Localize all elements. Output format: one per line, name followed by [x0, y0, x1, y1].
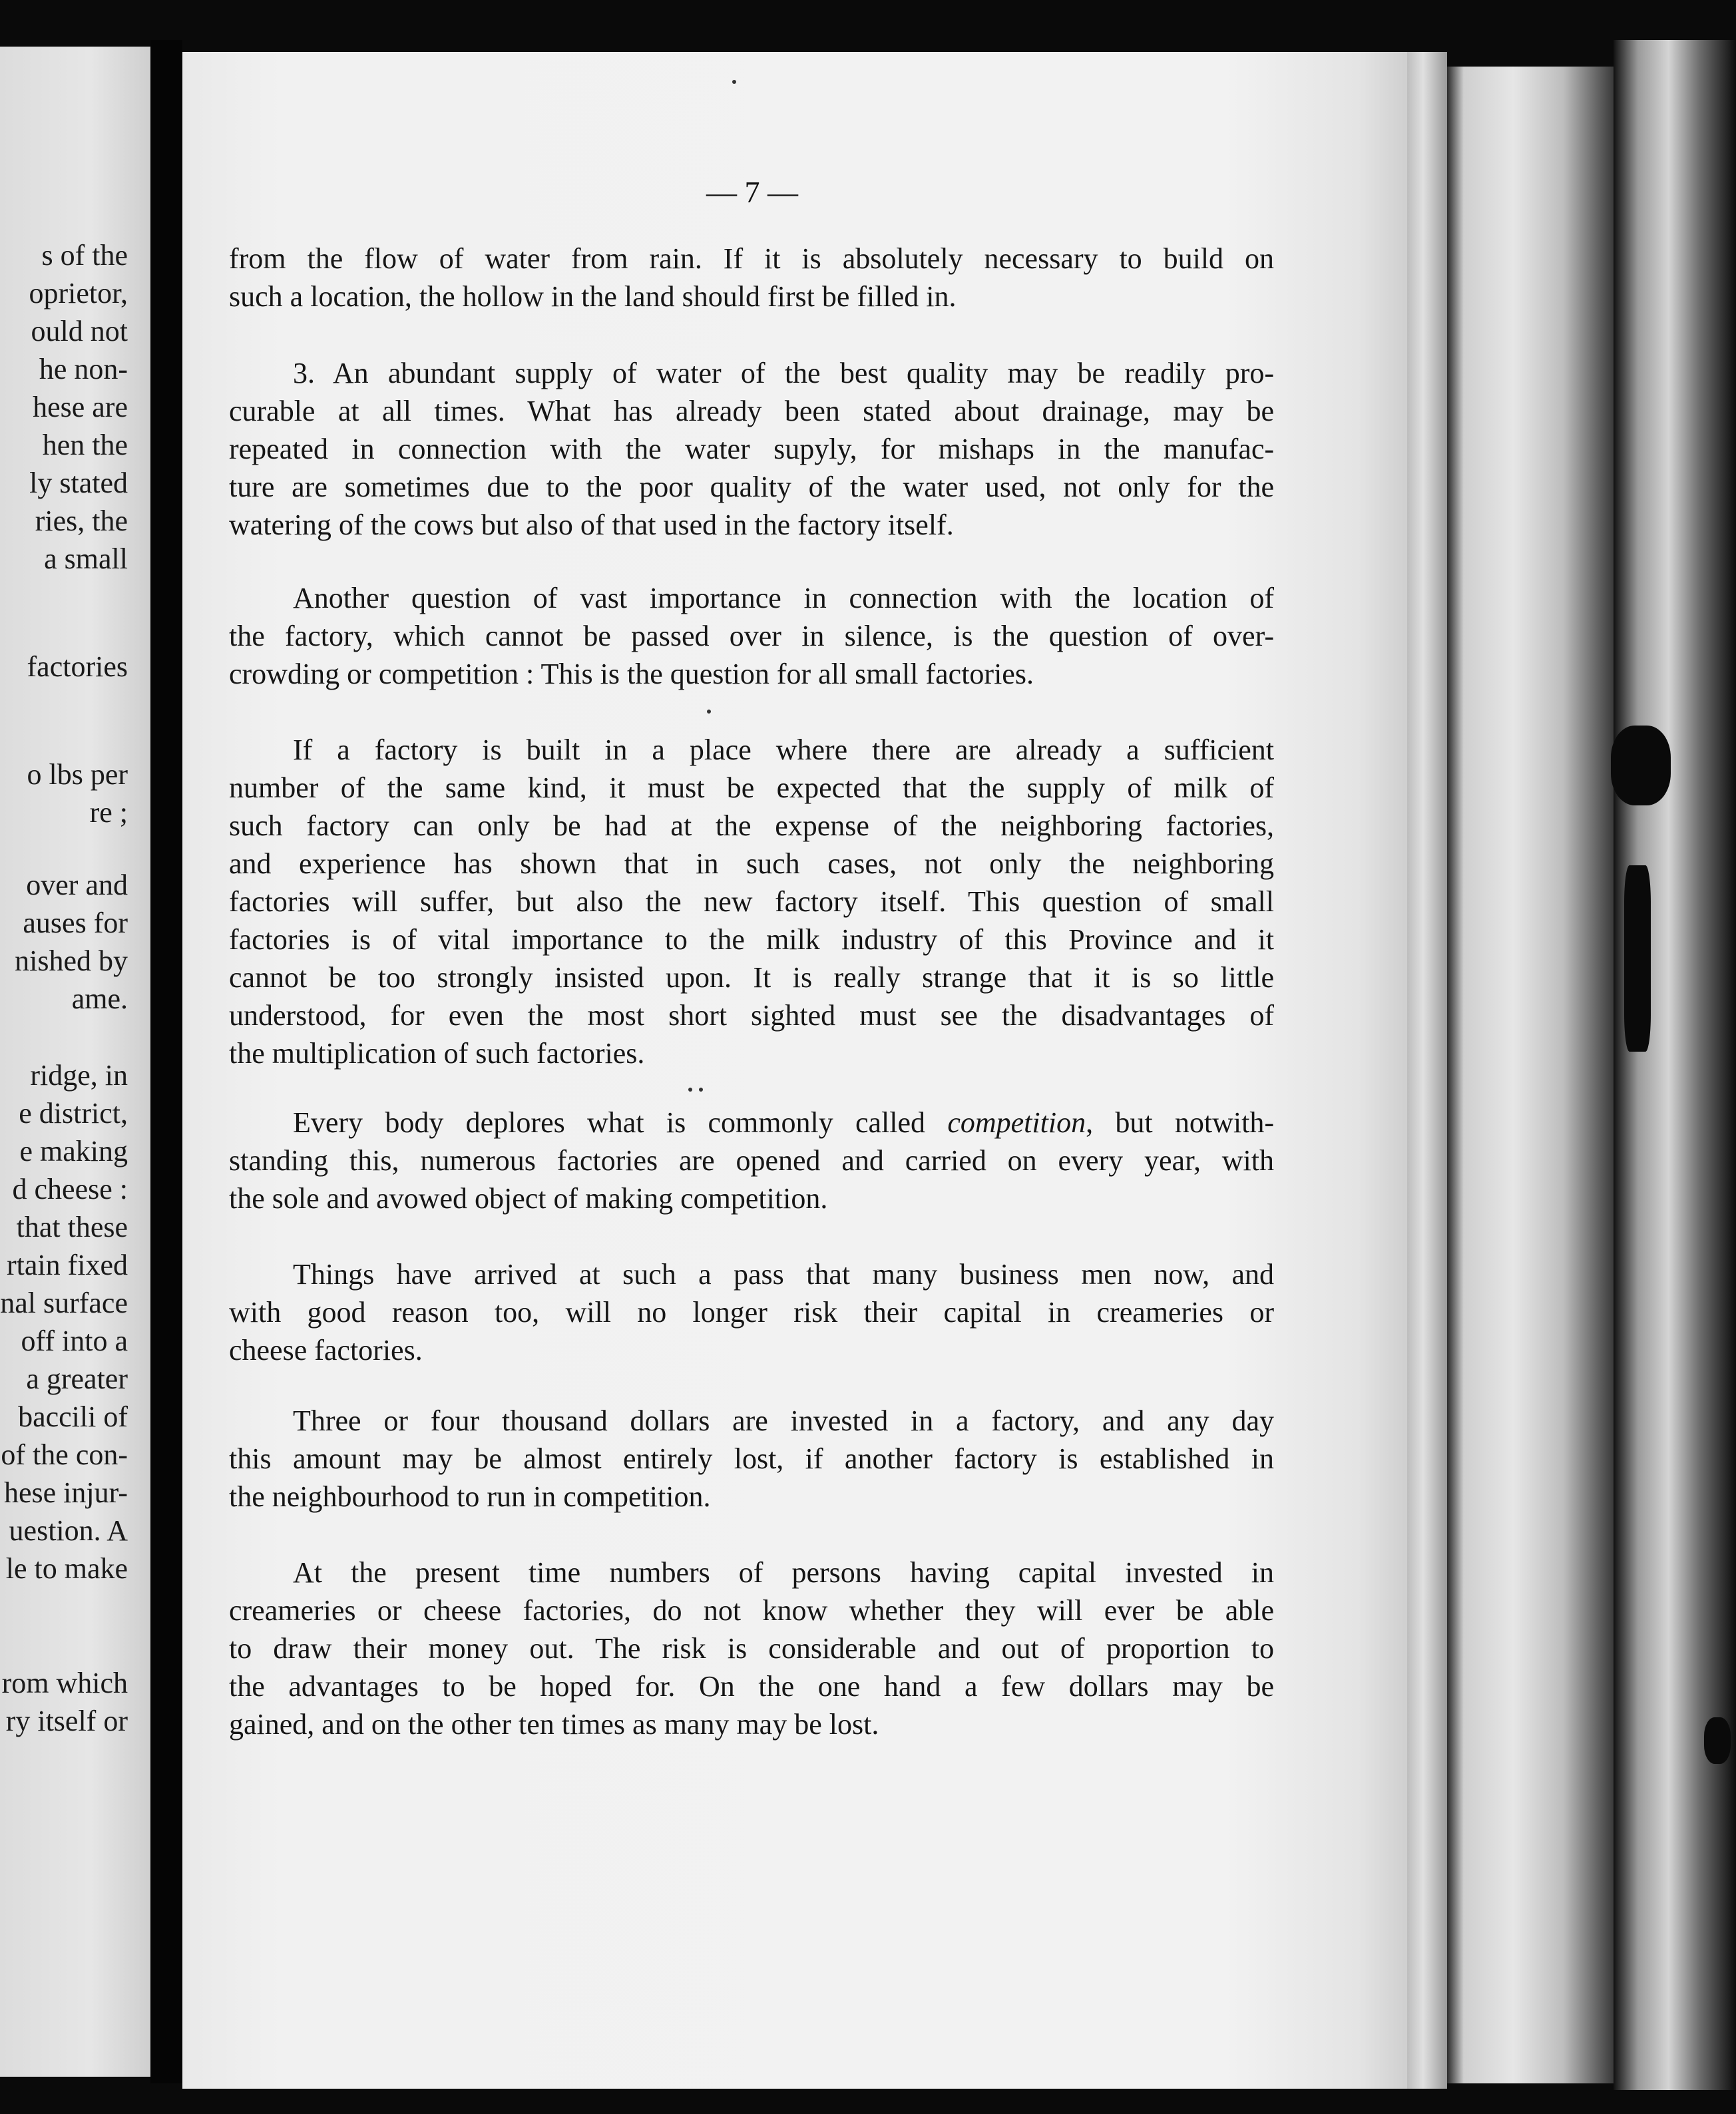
- scan-speck: [688, 1088, 692, 1092]
- text-line: Three or four thousand dollars are invested in a factory, and any day: [293, 1404, 1274, 1437]
- previous-page-line: rom which: [1, 1667, 128, 1699]
- paragraph: [229, 240, 1274, 316]
- previous-page-line: le to make: [5, 1552, 128, 1585]
- page-stack-edge: [1447, 67, 1614, 2083]
- previous-page-line: auses for: [23, 907, 128, 939]
- text-line: from the flow of water from rain. If it is absolutely necessary to build on: [229, 242, 1274, 275]
- page-number: — 7 —: [706, 175, 798, 209]
- text-line: number of the same kind, it must be expected that the supply of milk of: [229, 771, 1274, 804]
- text-line: watering of the cows but also of that used in the factory itself.: [229, 509, 954, 541]
- text-line: If a factory is built in a place where there are already a sufficient: [293, 734, 1274, 766]
- text-fragment: , but notwith-: [1086, 1106, 1275, 1139]
- previous-page-line: hese are: [33, 391, 128, 423]
- text-line: understood, for even the most short sighted must see the disadvantages of: [229, 999, 1274, 1032]
- text-line: crowding or competition : This is the question for all small factories.: [229, 658, 1034, 690]
- text-line: ture are sometimes due to the poor quality of the water used, not only for the: [229, 471, 1274, 503]
- previous-page-line: ould not: [31, 315, 128, 347]
- previous-page-line: oprietor,: [29, 277, 128, 310]
- paragraph: [229, 731, 1274, 1072]
- text-line: the advantages to be hoped for. On the one hand a few dollars may be: [229, 1670, 1274, 1703]
- previous-page-line: ridge, in: [30, 1059, 128, 1092]
- previous-page-line: of the con-: [1, 1438, 128, 1471]
- text-line: and experience has shown that in such cases, not only the neighboring: [229, 847, 1274, 880]
- previous-page-fragment: [0, 47, 150, 2077]
- paragraph: [229, 1104, 1274, 1217]
- book-gutter: [150, 40, 182, 2083]
- previous-page-line: ame.: [71, 982, 128, 1015]
- text-line: gained, and on the other ten times as many may be lost.: [229, 1708, 879, 1741]
- text-line: 3. An abundant supply of water of the best quality may be readily pro-: [293, 357, 1274, 389]
- italic-term: competition: [947, 1106, 1086, 1139]
- paragraph: [229, 1554, 1274, 1743]
- text-line: standing this, numerous factories are opened and carried on every year, with: [229, 1144, 1274, 1177]
- previous-page-line: s of the: [41, 239, 128, 272]
- previous-page-line: over and: [26, 869, 128, 901]
- page-edge: [1407, 52, 1447, 2089]
- text-line: such factory can only be had at the expense of the neighboring factories,: [229, 809, 1274, 842]
- previous-page-line: ry itself or: [5, 1705, 128, 1737]
- binding-damage: [1624, 865, 1651, 1052]
- previous-page-line: factories: [27, 650, 128, 683]
- previous-page-line: a small: [44, 542, 128, 575]
- text-line: this amount may be almost entirely lost, if another factory is established in: [229, 1442, 1274, 1475]
- previous-page-line: e district,: [19, 1097, 128, 1130]
- book-cover-edge: [1614, 40, 1736, 2090]
- scan-speck: [699, 1088, 703, 1092]
- text-line: with good reason too, will no longer risk their capital in creameries or: [229, 1296, 1274, 1329]
- text-line: Things have arrived at such a pass that many business men now, and: [293, 1258, 1274, 1291]
- previous-page-line: ly stated: [29, 467, 128, 499]
- scan-speck: [732, 80, 736, 84]
- previous-page-line: hese injur-: [3, 1476, 128, 1509]
- previous-page-line: nal surface: [0, 1287, 128, 1319]
- paragraph: [229, 354, 1274, 544]
- text-line: the factory, which cannot be passed over in silence, is the question of over-: [229, 620, 1274, 652]
- paragraph: [229, 1255, 1274, 1369]
- text-fragment: Every body deplores what is commonly called: [293, 1106, 948, 1139]
- text-line: such a location, the hollow in the land should first be filled in.: [229, 280, 957, 313]
- paragraph: [229, 579, 1274, 693]
- previous-page-line: a greater: [26, 1363, 128, 1395]
- text-line: the sole and avowed object of making competition.: [229, 1182, 828, 1215]
- scan-speck: [707, 710, 711, 714]
- previous-page-line: off into a: [21, 1325, 128, 1357]
- previous-page-line: he non-: [39, 353, 128, 385]
- previous-page-line: that these: [16, 1211, 128, 1243]
- binding-damage: [1704, 1717, 1731, 1764]
- previous-page-line: rtain fixed: [6, 1249, 128, 1281]
- text-line: creameries or cheese factories, do not know whether they will ever be able: [229, 1594, 1274, 1627]
- text-line: cannot be too strongly insisted upon. It is really strange that it is so little: [229, 961, 1274, 994]
- text-line: [229, 1104, 1274, 1142]
- paragraph: [229, 1402, 1274, 1516]
- text-line: the multiplication of such factories.: [229, 1037, 645, 1070]
- previous-page-line: o lbs per: [27, 758, 128, 791]
- text-line: the neighbourhood to run in competition.: [229, 1480, 711, 1513]
- previous-page-line: uestion. A: [9, 1514, 128, 1547]
- text-line: At the present time numbers of persons having capital invested in: [293, 1556, 1274, 1589]
- previous-page-line: e making: [19, 1135, 128, 1167]
- previous-page-line: d cheese :: [12, 1173, 128, 1205]
- previous-page-line: re ;: [89, 796, 128, 829]
- text-line: factories will suffer, but also the new factory itself. This question of small: [229, 885, 1274, 918]
- text-line: Another question of vast importance in connection with the location of: [293, 582, 1274, 614]
- text-line: cheese factories.: [229, 1334, 423, 1367]
- previous-page-line: baccili of: [18, 1400, 128, 1433]
- previous-page-line: ries, the: [35, 505, 128, 537]
- binding-damage: [1611, 726, 1671, 805]
- text-line: to draw their money out. The risk is considerable and out of proportion to: [229, 1632, 1274, 1665]
- text-line: factories is of vital importance to the milk industry of this Province and it: [229, 923, 1274, 956]
- previous-page-line: hen the: [42, 429, 128, 461]
- text-line: repeated in connection with the water supyly, for mishaps in the manufac-: [229, 433, 1274, 465]
- previous-page-line: nished by: [15, 945, 128, 977]
- text-line: curable at all times. What has already been stated about drainage, may be: [229, 395, 1274, 427]
